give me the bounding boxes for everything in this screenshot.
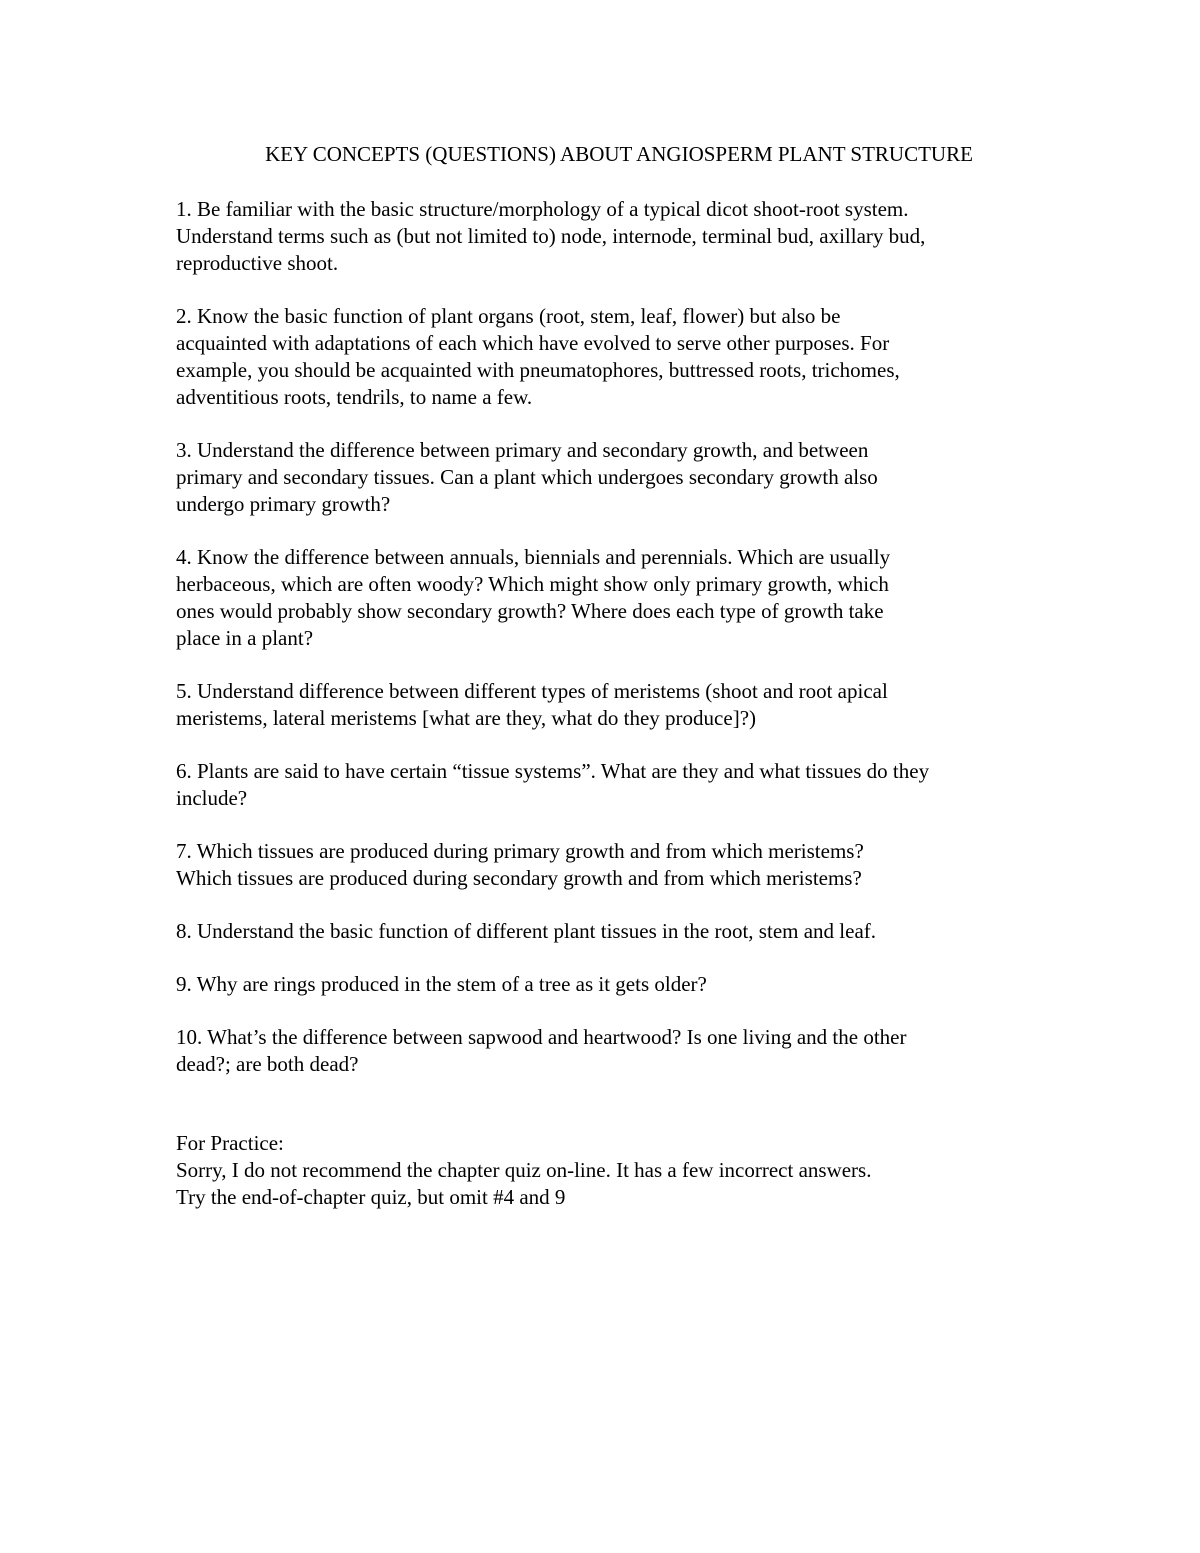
practice-section <box>176 1130 1036 1211</box>
question-text-line: 7. Which tissues are produced during primary growth and from which meristems? <box>176 839 864 863</box>
question-text-line: 6. Plants are said to have certain “tissue systems”. What are they and what tissues do they <box>176 759 930 783</box>
question-text-line: place in a plant? <box>176 626 314 650</box>
practice-heading: For Practice: <box>176 1131 284 1155</box>
question-text-line: include? <box>176 786 248 810</box>
question-item <box>176 1024 1036 1078</box>
question-text-line: 4. Know the difference between annuals, biennials and perennials. Which are usually <box>176 545 891 569</box>
question-item <box>176 678 1036 732</box>
document-title: KEY CONCEPTS (QUESTIONS) ABOUT ANGIOSPERM PLANT STRUCTURE <box>265 142 973 166</box>
question-text-line: acquainted with adaptations of each which have evolved to serve other purposes. For <box>176 331 890 355</box>
question-text-line: 10. What’s the difference between sapwood and heartwood? Is one living and the other <box>176 1025 907 1049</box>
question-text-line: 8. Understand the basic function of different plant tissues in the root, stem and leaf. <box>176 919 877 943</box>
question-item <box>176 544 1036 652</box>
question-text-line: 3. Understand the difference between primary and secondary growth, and between <box>176 438 869 462</box>
question-text-line: reproductive shoot. <box>176 251 339 275</box>
question-item <box>176 303 1036 411</box>
practice-text-line: Try the end-of-chapter quiz, but omit #4 and 9 <box>176 1185 566 1209</box>
practice-text-line: Sorry, I do not recommend the chapter quiz on-line. It has a few incorrect answers. <box>176 1158 872 1182</box>
question-item <box>176 838 1036 892</box>
question-text-line: 1. Be familiar with the basic structure/morphology of a typical dicot shoot-root system. <box>176 197 909 221</box>
question-text-line: 9. Why are rings produced in the stem of a tree as it gets older? <box>176 972 707 996</box>
question-text-line: herbaceous, which are often woody? Which might show only primary growth, which <box>176 572 889 596</box>
question-text-line: Which tissues are produced during secondary growth and from which meristems? <box>176 866 862 890</box>
question-text-line: meristems, lateral meristems [what are they, what do they produce]?) <box>176 706 757 730</box>
question-item <box>176 918 1036 945</box>
question-text-line: ones would probably show secondary growth? Where does each type of growth take <box>176 599 884 623</box>
question-text-line: adventitious roots, tendrils, to name a few. <box>176 385 533 409</box>
question-list <box>176 196 1036 1078</box>
question-text-line: undergo primary growth? <box>176 492 391 516</box>
question-text-line: 5. Understand difference between different types of meristems (shoot and root apical <box>176 679 888 703</box>
question-text-line: dead?; are both dead? <box>176 1052 359 1076</box>
question-item <box>176 971 1036 998</box>
document-body <box>176 141 1036 1211</box>
question-item <box>176 437 1036 518</box>
question-text-line: primary and secondary tissues. Can a plant which undergoes secondary growth also <box>176 465 878 489</box>
question-text-line: example, you should be acquainted with pneumatophores, buttressed roots, trichomes, <box>176 358 900 382</box>
question-text-line: Understand terms such as (but not limited to) node, internode, terminal bud, axillary bud, <box>176 224 926 248</box>
question-item <box>176 196 1036 277</box>
question-item <box>176 758 1036 812</box>
question-text-line: 2. Know the basic function of plant organs (root, stem, leaf, flower) but also be <box>176 304 841 328</box>
